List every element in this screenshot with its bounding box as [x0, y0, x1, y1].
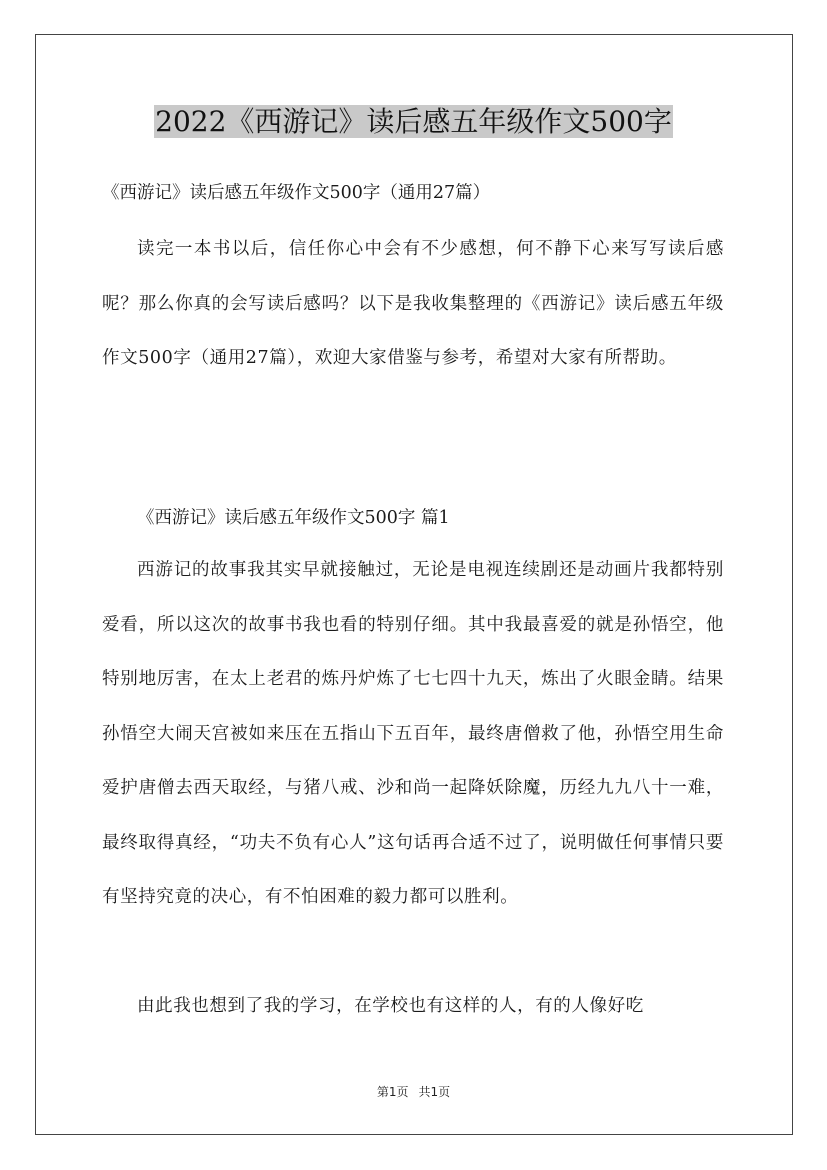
- section-heading: 《西游记》读后感五年级作文500字 篇1: [137, 508, 450, 528]
- page-number: 第1页: [376, 1085, 409, 1099]
- page-total: 共1页: [418, 1085, 451, 1099]
- essay-paragraph-2: 由此我也想到了我的学习，在学校也有这样的人，有的人像好吃: [137, 996, 644, 1016]
- page-footer: [0, 1083, 827, 1101]
- document-title-text: 2022《西游记》读后感五年级作文500字: [155, 105, 672, 138]
- essay-paragraph-1: 西游记的故事我其实早就接触过，无论是电视连续剧还是动画片我都特别爱看，所以这次的故事书我也看的特别仔细。其中我最喜爱的就是孙悟空，他特别地厉害，在太上老君的炼丹炉炼了七七四十九天，炼出了火眼金睛。结果孙悟空大闹天宫被如来压在五指山下五百年，最终唐僧救了他，孙悟空用生命爱护唐僧去西天取经，与猪八戒、沙和尚一起降妖除魔，历经九九八十一难，最终取得真经，“功夫不负有心人”这句话再合适不过了，说明做任何事情只要有坚持究竟的决心，有不怕困难的毅力都可以胜利。: [102, 560, 724, 907]
- document-subtitle: 《西游记》读后感五年级作文500字（通用27篇）: [102, 183, 491, 203]
- document-title: [0, 102, 827, 142]
- intro-paragraph: 读完一本书以后，信任你心中会有不少感想，何不静下心来写写读后感呢？那么你真的会写读后感吗？以下是我收集整理的《西游记》读后感五年级作文500字（通用27篇），欢迎大家借鉴与参考，希望对大家有所帮助。: [102, 239, 724, 368]
